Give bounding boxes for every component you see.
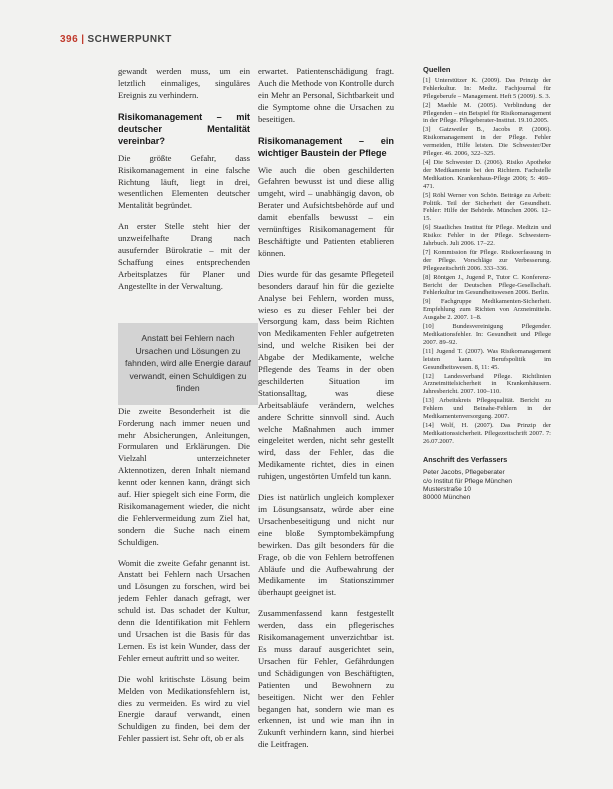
reference-item: [1] Unterstützer K. (2009). Das Prinzip der Fehlerkultur. In: Mediz. Fachjournal für Pflegeberufe – Management. Heft 5 (2009). S. 3. (423, 76, 551, 100)
reference-item: [3] Gatzweiler B., Jacobs P. (2006). Risikomanagement in der Pflege. Fehler vermeiden, Hilfe leisten. Die Schwester/Der Pfleger. 46. 2006, 322–325. (423, 126, 551, 158)
author-line: Peter Jacobs, Pflegeberater (423, 469, 505, 477)
text-column-2 (258, 66, 394, 781)
reference-item: [14] Wolf, H. (2007). Das Prinzip der Medikationssicherheit. Pflegezeitschrift 2007. 7: 26.07.2007. (423, 421, 551, 445)
pull-quote (118, 323, 258, 405)
section-title: SCHWERPUNKT (87, 34, 172, 45)
page-number: 396 (60, 34, 79, 45)
page-header (60, 34, 172, 45)
paragraph: Dies wurde für das gesamte Pflegeteil besonders darauf hin für die gezielte Analyse bei Fehlern, worden muss, wieso es zu dieser Fehler bei der Versorgung kam, dass beim Richten von Medikamenten Fehler aufgetreten sind, und welche Risiken bei der Abgabe der Medikamente, welche Pflegende des Teams in der oben geschilderten Situation im Stationsalltag, was diese Arbeitsabläufe verändern, welches andere Schritte sinnvoll sind. Auch welche Maßnahmen auch immer eingeleitet werden, nicht sehr gestellt wird, dass der Fehler, das die Medikamente richtet, dies in einen ruhigen, ungestörten Umfeld tun kann. (258, 268, 394, 482)
header-separator: | (81, 34, 85, 45)
author-line: c/o Institut für Pflege München (423, 477, 513, 485)
reference-item: [4] Die Schwester D. (2006). Risiko Apotheke der Medikamente bei den Richtern. Fachstelle Medikation. Krankenhaus-Pflege 2006; 5: 469–471. (423, 158, 551, 190)
reference-item: [7] Kommission für Pflege. Risikoerfassung in der Pflege. Vorschläge zur Verbesserung. Pflegezeitschrift 2006. 333–336. (423, 248, 551, 272)
paragraph: gewandt werden muss, um ein letztlich einmaliges, singuläres Ereignis zu verhindern. (118, 66, 250, 100)
author-address (423, 456, 551, 503)
text-column-1 (118, 66, 250, 781)
paragraph: Die wohl kritischste Lösung beim Melden von Medikationsfehlern ist, dies zu vermeiden. Es wird zu viel Energie darauf verwandt, einen Schuldigen zu finden, bei dem der Fehler passiert ist. Sehr oft, ob er als (118, 673, 250, 744)
subheading: Risikomanagement – ein wichtiger Baustein der Pflege (258, 135, 394, 158)
paragraph: Womit die zweite Gefahr genannt ist. Anstatt bei Fehlern nach Ursachen und Lösungen zu forschen, wird bei jedem Fehler danach gefragt, wer schuld ist. Das schadet der Kultur, denn die Identifikation mit Fehlern und Ursachen ist die Basis für das Lernen. Es ist kein Wunder, dass der Fehler erneut auftritt und so weiter. (118, 557, 250, 663)
paragraph: Wie auch die oben geschilderten Gefahren bewusst ist und diese allig umgeht, wird – unabhängig davon, ob Berater und Aufsichtsbehörde auf und damit ebenfalls bewusst – ein vernünftiges Risikomanagement für Beschäftigte und Patienten etablieren können. (258, 164, 394, 258)
author-line: Musterstraße 10 (423, 485, 472, 493)
author-line: 80000 München (423, 494, 471, 502)
reference-list (423, 77, 551, 446)
reference-item: [11] Jugend T. (2007). Was Risikomanagement leisten kann. Berufspolitik im Gesundheitswesen. 8, 11: 45. (423, 347, 551, 371)
reference-item: [9] Fachgruppe Medikamenten-Sicherheit. Empfehlung zum Richten von Arzneimitteln. Ausgabe 2. 2007. 1–8. (423, 298, 551, 322)
reference-item: [5] Röhl Werner von Schön. Beiträge zu Arbeit: Politik. Teil der Sicherheit der Gesundheit. Fehler: Hilfe der Behörde. München 2006. 12–15. (423, 191, 551, 223)
paragraph: Dies ist natürlich ungleich komplexer im Lösungsansatz, würde aber eine Ursachenbeseitigung und nicht nur eine bloße Symptombekämpfung bewirken. Das gilt besonders für die Frage, ob die von Fehlern betroffenen Abläufe und die Aufbewahrung der Medikamente im Stationszimmer überhaupt geeignet ist. (258, 492, 394, 598)
paragraph: Die größte Gefahr, dass Risikomanagement in eine falsche Richtung läuft, liegt in drei, wesentlichen Elementen deutscher Mentalität begründet. (118, 152, 250, 211)
reference-item: [10] Bundesvereinigung Pflegender. Medikationsfehler. In: Gesundheit und Pflege 2007. 89–92. (423, 323, 551, 346)
references-column (423, 66, 551, 781)
paragraph: Die zweite Besonderheit ist die Forderung nach immer neuen und mehr Absicherungen, Anleitungen, Formularen und Erklärungen. Die Vielzahl unterzeichneter Aktennotizen, deren Inhalt niemand kennt oder kennen kann, drängt sich auf. Hier spiegelt sich eine Form, die Risikomanagement wieder, die nicht die Fehlervermeidung zum Ziel hat, sondern die Suche nach einem Schuldigen. (118, 405, 250, 547)
reference-item: [13] Arbeitskreis Pflegequalität. Bericht zu Fehlern und Beinahe-Fehlern in der Medikamentenversorgung. 2007. (423, 397, 551, 421)
reference-item: [2] Maehle M. (2005). Verblindung der Pflegenden – ein Beispiel für Risikomanagement in der Pflege. Pflegeberater-Institut. 19.10.2005. (423, 101, 551, 125)
subheading: Risikomanagement – mit deutscher Mentalität vereinbar? (118, 111, 250, 146)
paragraph: Zusammenfassend kann festgestellt werden, dass ein pflegerisches Risikomanagement unverzichtbar ist. Es muss darauf ausgerichtet sein, Ursachen für Fehler, Gefährdungen und Schädigungen von Beschäftigten, Patienten und Bewohnern zu beseitigen. Nicht wer den Fehler begangen hat, sondern wie man es erkennen, ist und wie man ihn in Zukunft verhindern kann, sind hierbei die Leitfragen. (258, 608, 394, 750)
reference-item: [12] Landesverband Pflege. Richtlinien Arzneimittelsicherheit in Krankenhäusern. Jahresbericht. 2007. 100–110. (423, 372, 551, 396)
paragraph: erwartet. Patientenschädigung fragt. Auch die Methode von Kontrolle durch ein Mehr an Personal, Sichtbarkeit und die Symptome ohne die Ursachen zu beseitigen. (258, 66, 394, 124)
references-title: Quellen (423, 66, 451, 74)
reference-item: [6] Staatliches Institut für Pflege. Medizin und Risiko: Fehler in der Pflege. Schwestern-Jahrbuch. Juli 2006. 17–22. (423, 224, 551, 248)
pull-quote-text: Anstatt bei Fehlern nach Ursachen und Lösungen zu fahnden, wird alle Energie darauf verwandt, einen Schuldigen zu finden (124, 333, 252, 394)
reference-item: [8] Röntgen J., Jugend P., Tutor C. Konferenz-Bericht der Deutschen Pflege-Gesellschaft. Fehlerkultur im Gesundheitswesen 2006. Berlin. (423, 273, 551, 297)
paragraph: An erster Stelle steht hier der unzweifelhafte Drang nach ausufernder Bürokratie – mit der Schaffung eines entsprechenden Arbeitsplatzes für Planer und Angestellte in der Verwaltung. (118, 221, 250, 291)
author-address-title: Anschrift des Verfassers (423, 454, 508, 464)
